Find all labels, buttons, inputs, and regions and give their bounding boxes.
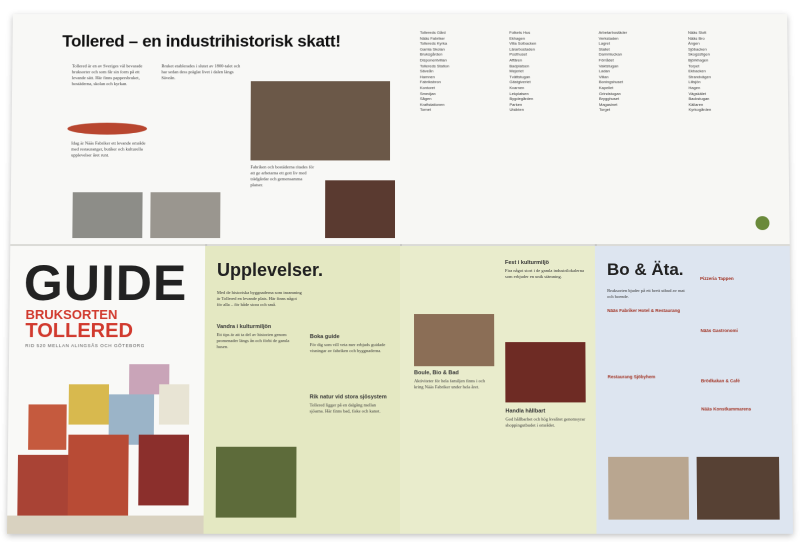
- bo-ata-panel: [595, 246, 793, 534]
- list-item: Bruksgården: [419, 51, 443, 57]
- guide-heading: GUIDE: [23, 255, 188, 312]
- list-item: Kapellet: [598, 85, 614, 91]
- list-item: Förrådet: [598, 57, 614, 63]
- list-item: Hamnen: [419, 74, 435, 79]
- kayak-photo: [216, 447, 297, 518]
- list-item: Bygdegården: [509, 96, 534, 102]
- list-item: Kyrkogården: [688, 107, 712, 113]
- venue-name: Restaurang Sjöbyhem: [607, 374, 656, 380]
- list-item: Kvarnen: [509, 85, 525, 91]
- list-item: Smedjan: [419, 90, 436, 96]
- boat-photo: [67, 123, 147, 135]
- locations-column: [420, 30, 500, 113]
- list-item: Vaktstugan: [598, 62, 619, 68]
- list-item: Strandvägen: [688, 74, 711, 79]
- list-item: Lekplatsen: [509, 90, 529, 96]
- tower-photo: [150, 192, 220, 238]
- list-item: Mejeriet: [509, 68, 524, 74]
- list-item: Stallet: [598, 46, 610, 52]
- locations-column: [599, 30, 679, 113]
- history-panel: [10, 14, 400, 244]
- section-text: God hållbarhet och hög kvalitet genomsyrar shoppingutbudet i området.: [505, 416, 586, 428]
- logo-icon: [755, 216, 769, 230]
- bo-ata-title: Bo & Äta.: [606, 260, 684, 279]
- history-text: Tollered är en av Sveriges väl bevarade bruksorter och som får sin form på ett levande sätt. Här finns pappersbruket, bostäderna, skolan och kyrkan.: [71, 63, 143, 87]
- building-photo: [325, 180, 395, 238]
- list-item: Fabriksbron: [419, 79, 441, 85]
- list-item: Lärarbostaden: [509, 46, 535, 52]
- list-item: Vägskälet: [688, 90, 706, 96]
- bruksorten-label: BRUKSORTEN: [25, 307, 118, 323]
- concert-photo: [505, 342, 585, 402]
- list-item: Disponentvillan: [419, 57, 447, 63]
- upplevelser-intro: Med de historiska byggnaderna som inramning är Tollered en levande plats. Här finns något för alla – för både stora och små.: [216, 289, 302, 308]
- list-item: Villan: [598, 74, 609, 79]
- hotel-room-photo: [608, 457, 689, 520]
- list-item: Brygghuset: [598, 96, 620, 102]
- list-item: Hagen: [688, 85, 701, 91]
- list-item: Gästgiveriet: [509, 79, 531, 85]
- factory-photo: [72, 192, 142, 238]
- list-item: Grindstugan: [598, 90, 621, 96]
- list-item: Ekbacken: [688, 68, 706, 74]
- section-heading: Rik natur vid stora sjösystem: [309, 394, 387, 401]
- locations-panel: [400, 14, 790, 244]
- upplevelser-title: Upplevelser.: [216, 260, 324, 280]
- locations-column: [509, 30, 589, 113]
- list-item: Skogsstigen: [688, 51, 710, 57]
- list-item: Tollereds Kyrka: [419, 40, 448, 46]
- town-illustration: [7, 354, 205, 534]
- history-text: Fabriken och bostäderna ritades för att ge arbetarna ett gott liv med trädgårdar och gemensamma platser.: [250, 164, 315, 188]
- section-text: Aktiviteter för hela familjen finns i och kring Nääs Fabriker under hela året.: [414, 378, 486, 390]
- restaurant-photo: [697, 457, 780, 520]
- list-item: Ladan: [598, 68, 610, 74]
- list-item: Backstugan: [688, 96, 710, 102]
- list-item: Sjöbacken: [688, 46, 707, 52]
- list-item: Affären: [509, 57, 523, 63]
- venue-name: Nääs Fabriker Hotel & Restaurang: [607, 308, 681, 314]
- cover-tagline: RID 520 MELLAN ALINGSÅS OCH GÖTEBORG: [25, 343, 145, 349]
- list-item: Kraftstationen: [419, 101, 445, 107]
- waterfall-photo: [250, 81, 390, 160]
- list-item: Magasinet: [599, 101, 618, 107]
- activities-panel: [400, 246, 596, 534]
- section-text: Tollered ligger på en dalgång mellan sjöarna. Här finns bad, fiske och kanot.: [309, 402, 381, 414]
- list-item: Nääs Bro: [688, 35, 705, 41]
- section-text: Ett tips är att ta del av historien genom promenader längs ån och förbi de gamla husen.: [216, 332, 290, 350]
- list-item: Arbetarbostäder: [598, 29, 628, 35]
- list-item: Säveån: [419, 68, 434, 74]
- history-text: Idag är Nääs Fabriker ett levande område med restauranger, butiker och kulturella upplevelser året runt.: [71, 140, 146, 158]
- list-item: Tollereds Station: [419, 62, 450, 68]
- bo-ata-intro: Bruksorten bjuder på ett brett utbud av mat och boende.: [607, 287, 685, 300]
- history-title: Tollered – en industrihistorisk skatt!: [62, 31, 341, 51]
- list-item: Badplatsen: [509, 62, 530, 68]
- list-item: Folkets Hus: [509, 29, 531, 35]
- guide-brochure: [7, 14, 793, 534]
- list-item: Boningshuset: [598, 79, 624, 85]
- list-item: Torget: [599, 107, 611, 113]
- list-item: Björkhagen: [688, 57, 709, 63]
- locations-column: [688, 30, 768, 113]
- list-item: Ängen: [688, 40, 700, 46]
- list-item: Nääs Fabriker: [419, 35, 445, 41]
- venue-name: Nääs Konstkammarens: [701, 406, 752, 412]
- section-heading: Boule, Bio & Bad: [414, 370, 459, 377]
- list-item: Dammluckan: [598, 51, 622, 57]
- list-item: Torpet: [688, 62, 700, 68]
- section-heading: Vandra i kulturmiljön: [216, 324, 272, 331]
- list-item: Tollereds Gård: [419, 29, 446, 35]
- tollered-label: TOLLERED: [25, 320, 134, 343]
- list-item: Parken: [509, 101, 523, 107]
- section-heading: Handla hållbart: [505, 408, 546, 415]
- list-item: Gamla Skolan: [419, 46, 445, 52]
- list-item: Tornet: [419, 107, 431, 113]
- list-item: Kontoret: [419, 85, 435, 91]
- list-item: Lagret: [598, 40, 610, 46]
- upplevelser-panel: [204, 246, 400, 534]
- list-item: Lillsjön: [688, 79, 701, 85]
- list-item: Källaren: [688, 101, 704, 107]
- venue-name: Nääs Gastronomi: [700, 328, 738, 334]
- section-heading: Boka guide: [309, 334, 340, 341]
- list-item: Nääs Slott: [687, 29, 707, 35]
- section-text: Fira något stort i de gamla industrilokalerna som erbjuder en unik stämning.: [504, 268, 584, 279]
- history-text: Bruket etablerades i slutet av 1800-talet och har sedan dess präglat livet i dalen längs Säveån.: [161, 63, 241, 81]
- list-item: Verkstaden: [598, 35, 619, 41]
- section-text: För dig som vill veta mer erbjuds guidade visningar av fabriken och byggnaderna.: [309, 342, 386, 354]
- list-item: Sågen: [419, 96, 432, 102]
- venue-name: Pizzeria Tappen: [700, 275, 734, 281]
- boule-photo: [414, 314, 494, 366]
- list-item: Tvättstugan: [509, 74, 531, 79]
- list-item: Ekhagen: [509, 35, 525, 41]
- list-item: Villa Solbacken: [509, 40, 537, 46]
- cover-panel: [7, 246, 205, 534]
- section-heading: Fest i kulturmiljö: [504, 260, 549, 267]
- list-item: Utsikten: [509, 107, 524, 113]
- venue-name: Brödkakan & Café: [700, 378, 740, 384]
- list-item: Posthuset: [509, 51, 527, 57]
